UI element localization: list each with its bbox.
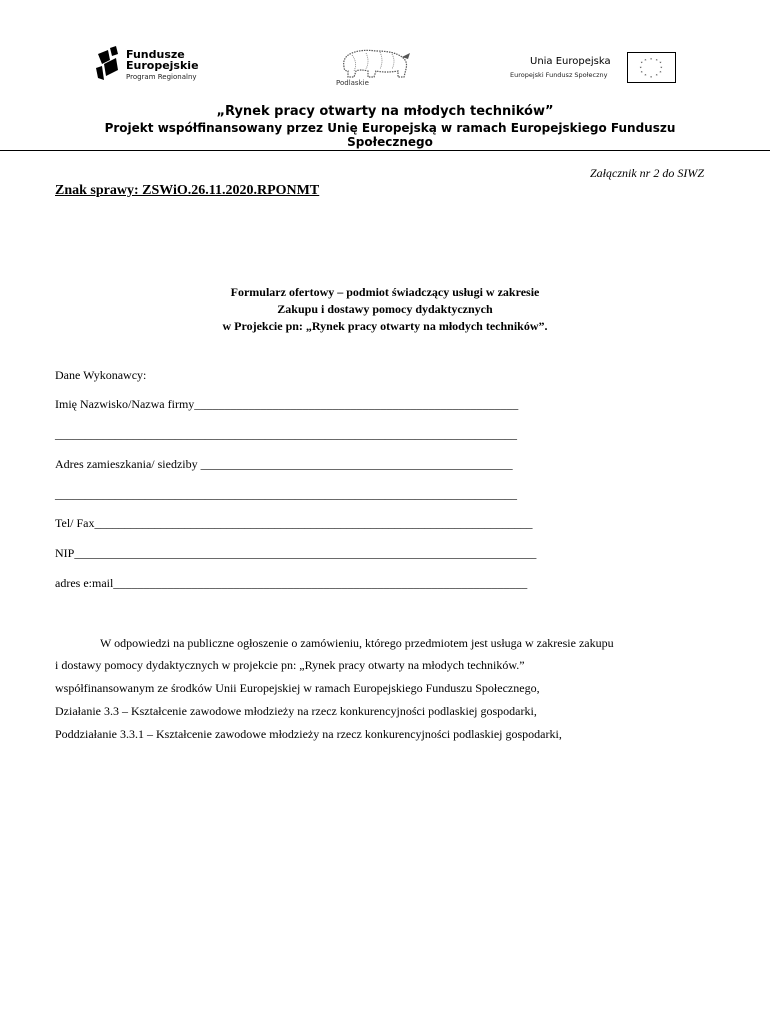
eu-logo bbox=[508, 50, 678, 86]
eu-logo-title: Unia Europejska bbox=[530, 56, 611, 67]
project-title: „Rynek pracy otwarty na młodych techników” bbox=[216, 104, 554, 119]
form-title-line-2: Zakupu i dostawy pomocy dydaktycznych bbox=[277, 302, 493, 316]
svg-text:*: * bbox=[655, 58, 658, 63]
podlaskie-logo-label: Podlaskie bbox=[336, 79, 369, 87]
eu-flag-icon bbox=[627, 52, 676, 83]
contractor-data-heading: Dane Wykonawcy: bbox=[55, 368, 147, 382]
svg-text:*: * bbox=[650, 57, 652, 62]
header-divider bbox=[0, 150, 770, 151]
podlaskie-bison-logo-icon bbox=[336, 47, 416, 81]
form-title-line-1: Formularz ofertowy – podmiot świadczący usługi w zakresie bbox=[230, 285, 540, 299]
body-line-5: Poddziałanie 3.3.1 – Kształcenie zawodowe młodzieży na rzecz konkurencyjności podlaskiej gospodarki, bbox=[55, 727, 562, 741]
body-line-2: i dostawy pomocy dydaktycznych w projekcie pn: „Rynek pracy otwarty na młodych techników.” bbox=[55, 658, 525, 672]
podlaskie-logo bbox=[336, 47, 416, 91]
name-field[interactable]: Imię Nazwisko/Nazwa firmy______________________________________________________ bbox=[55, 397, 519, 411]
svg-text:*: * bbox=[640, 61, 643, 66]
svg-text:*: * bbox=[659, 70, 662, 75]
svg-text:*: * bbox=[650, 75, 652, 80]
body-line-1: W odpowiedzi na publiczne ogłoszenie o zamówieniu, którego przedmiotem jest usługa w zakresie zakupu bbox=[100, 636, 614, 650]
cofinancing-statement: Projekt współfinansowany przez Unię Europejską w ramach Europejskiego Funduszu Społecznego bbox=[104, 121, 676, 149]
svg-text:*: * bbox=[644, 58, 647, 63]
svg-text:*: * bbox=[639, 65, 642, 70]
svg-text:*: * bbox=[644, 73, 647, 78]
form-title-line-3: w Projekcie pn: „Rynek pracy otwarty na młodych techników”. bbox=[222, 319, 548, 333]
nip-field[interactable]: NIP_____________________________________________________________________________ bbox=[55, 546, 537, 560]
svg-text:*: * bbox=[659, 61, 662, 66]
phone-fax-field[interactable]: Tel/ Fax_________________________________________________________________________ bbox=[55, 516, 533, 530]
fundusze-logo-text: Fundusze Europejskie bbox=[126, 48, 199, 72]
svg-text:*: * bbox=[660, 65, 663, 70]
address-field-continuation[interactable]: _____________________________________________________________________________ bbox=[55, 487, 517, 501]
email-field[interactable]: adres e:mail_____________________________________________________________________ bbox=[55, 576, 528, 590]
body-line-4: Działanie 3.3 – Kształcenie zawodowe młodzieży na rzecz konkurencyjności podlaskiej gospodarki, bbox=[55, 704, 537, 718]
case-number: Znak sprawy: ZSWiO.26.11.2020.RPONMT bbox=[55, 183, 320, 198]
fundusze-europejskie-logo bbox=[96, 44, 236, 86]
eu-logo-subtitle: Europejski Fundusz Społeczny bbox=[510, 71, 608, 79]
address-field[interactable]: Adres zamieszkania/ siedziby ____________________________________________________ bbox=[55, 457, 513, 471]
fundusze-europejskie-logo-icon bbox=[96, 46, 120, 82]
name-field-continuation[interactable]: _____________________________________________________________________________ bbox=[55, 427, 517, 441]
attachment-label: Załącznik nr 2 do SIWZ bbox=[590, 166, 704, 180]
svg-text:*: * bbox=[655, 73, 658, 78]
fundusze-logo-subtitle: Program Regionalny bbox=[126, 73, 197, 81]
svg-text:*: * bbox=[640, 70, 643, 75]
body-line-3: współfinansowanym ze środków Unii Europejskiej w ramach Europejskiego Funduszu Społecznego, bbox=[55, 681, 540, 695]
